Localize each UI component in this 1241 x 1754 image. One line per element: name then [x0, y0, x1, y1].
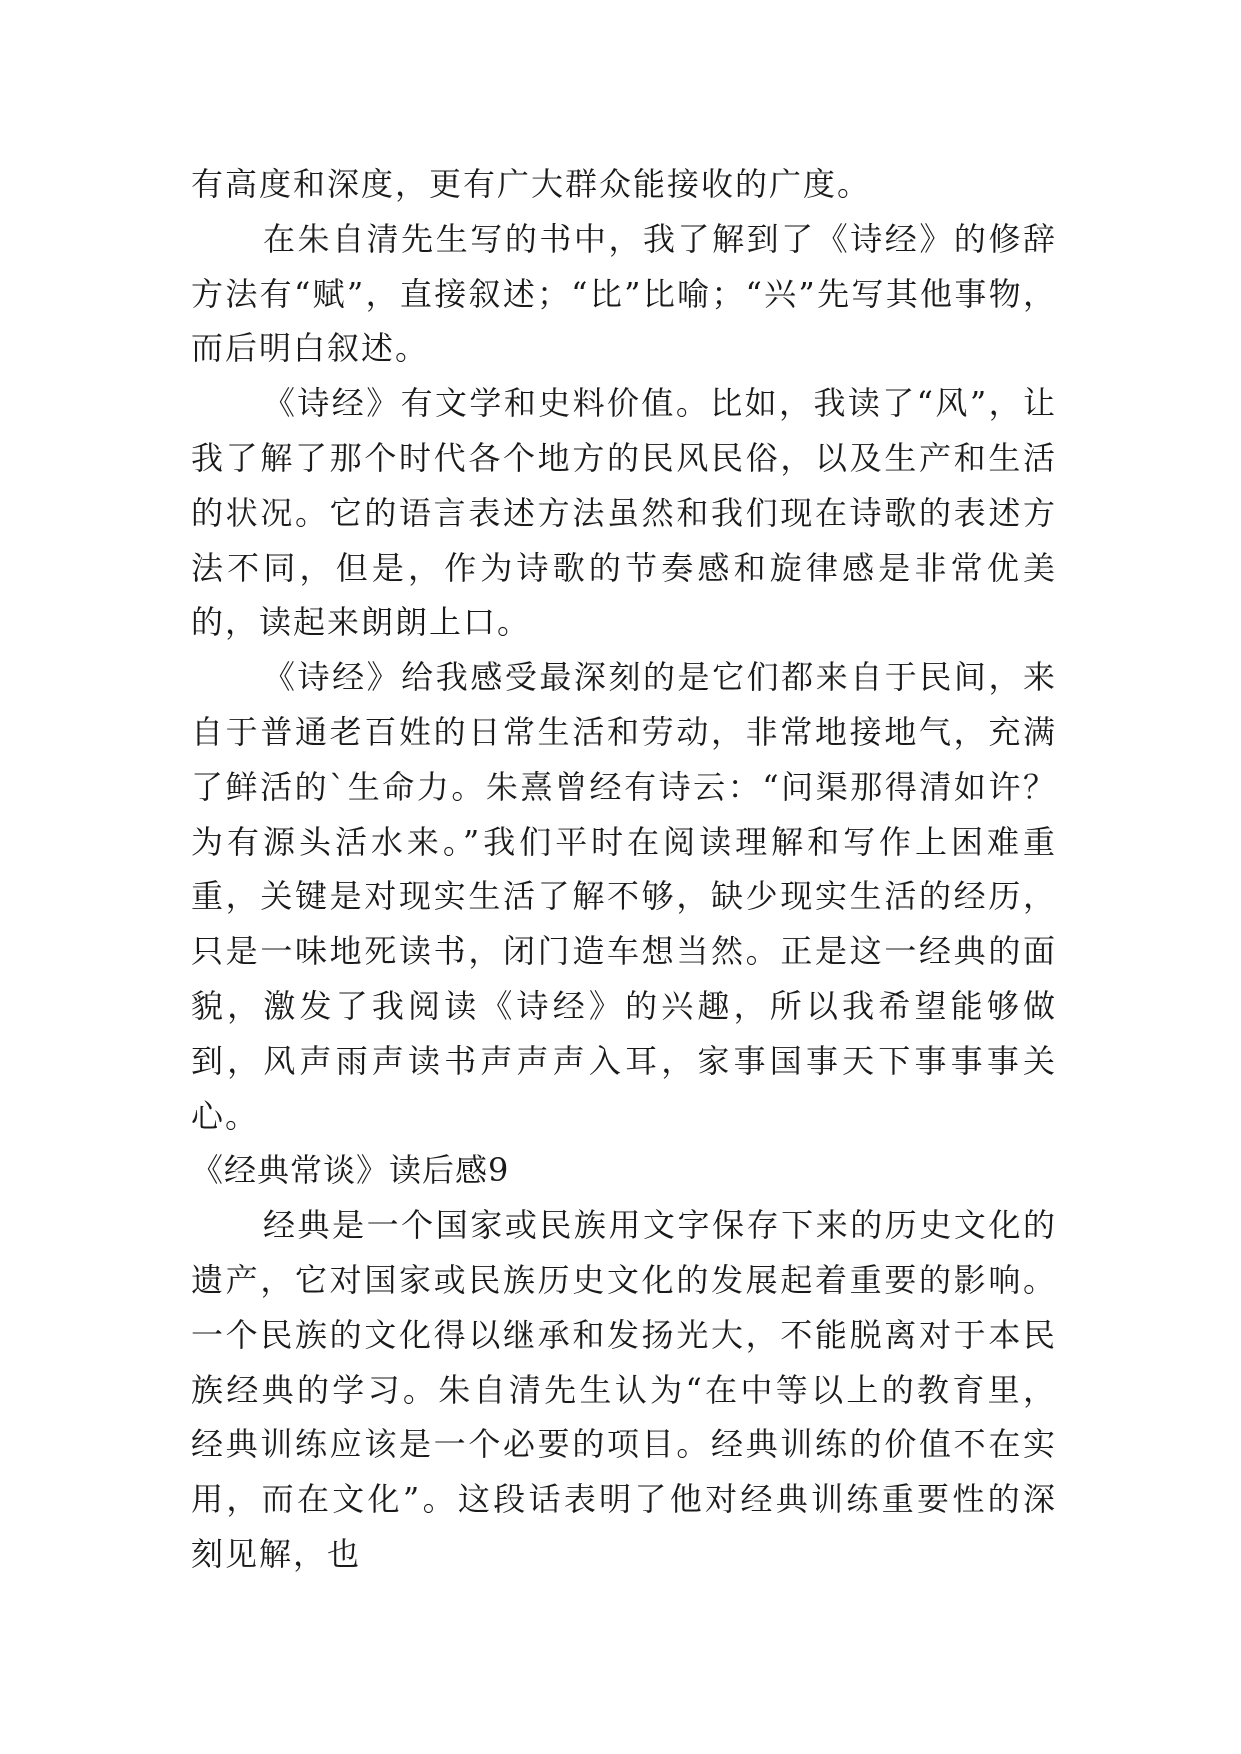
document-page [191, 157, 1057, 1582]
section-heading: 《经典常谈》读后感9 [191, 1151, 510, 1190]
paragraph: 《诗经》有文学和史料价值。比如，我读了“风”，让我了解了那个时代各个地方的民风民俗，以及生产和生活的状况。它的语言表述方法虽然和我们现在诗歌的表述方法不同，但是，作为诗歌的节奏感和旋律感是非常优美的，读起来朗朗上口。 [191, 384, 1057, 642]
paragraph: 有高度和深度，更有广大群众能接收的广度。 [191, 165, 872, 203]
paragraph: 在朱自清先生写的书中，我了解到了《诗经》的修辞方法有“赋”，直接叙述；“比”比喻；“兴”先写其他事物，而后明白叙述。 [191, 219, 1057, 368]
paragraph: 经典是一个国家或民族用文字保存下来的历史文化的遗产，它对国家或民族历史文化的发展起着重要的影响。一个民族的文化得以继承和发扬光大，不能脱离对于本民族经典的学习。朱自清先生认为“在中等以上的教育里，经典训练应该是一个必要的项目。经典训练的价值不在实用，而在文化”。这段话表明了他对经典训练重要性的深刻见解，也 [191, 1206, 1057, 1573]
paragraph: 《诗经》给我感受最深刻的是它们都来自于民间，来自于普通老百姓的日常生活和劳动，非常地接地气，充满了鲜活的`生命力。朱熹曾经有诗云：“问渠那得清如许？为有源头活水来。”我们平时在阅读理解和写作上困难重重，关键是对现实生活了解不够，缺少现实生活的经历，只是一味地死读书，闭门造车想当然。正是这一经典的面貌，激发了我阅读《诗经》的兴趣，所以我希望能够做到，风声雨声读书声声声入耳，家事国事天下事事事关心。 [191, 658, 1057, 1135]
